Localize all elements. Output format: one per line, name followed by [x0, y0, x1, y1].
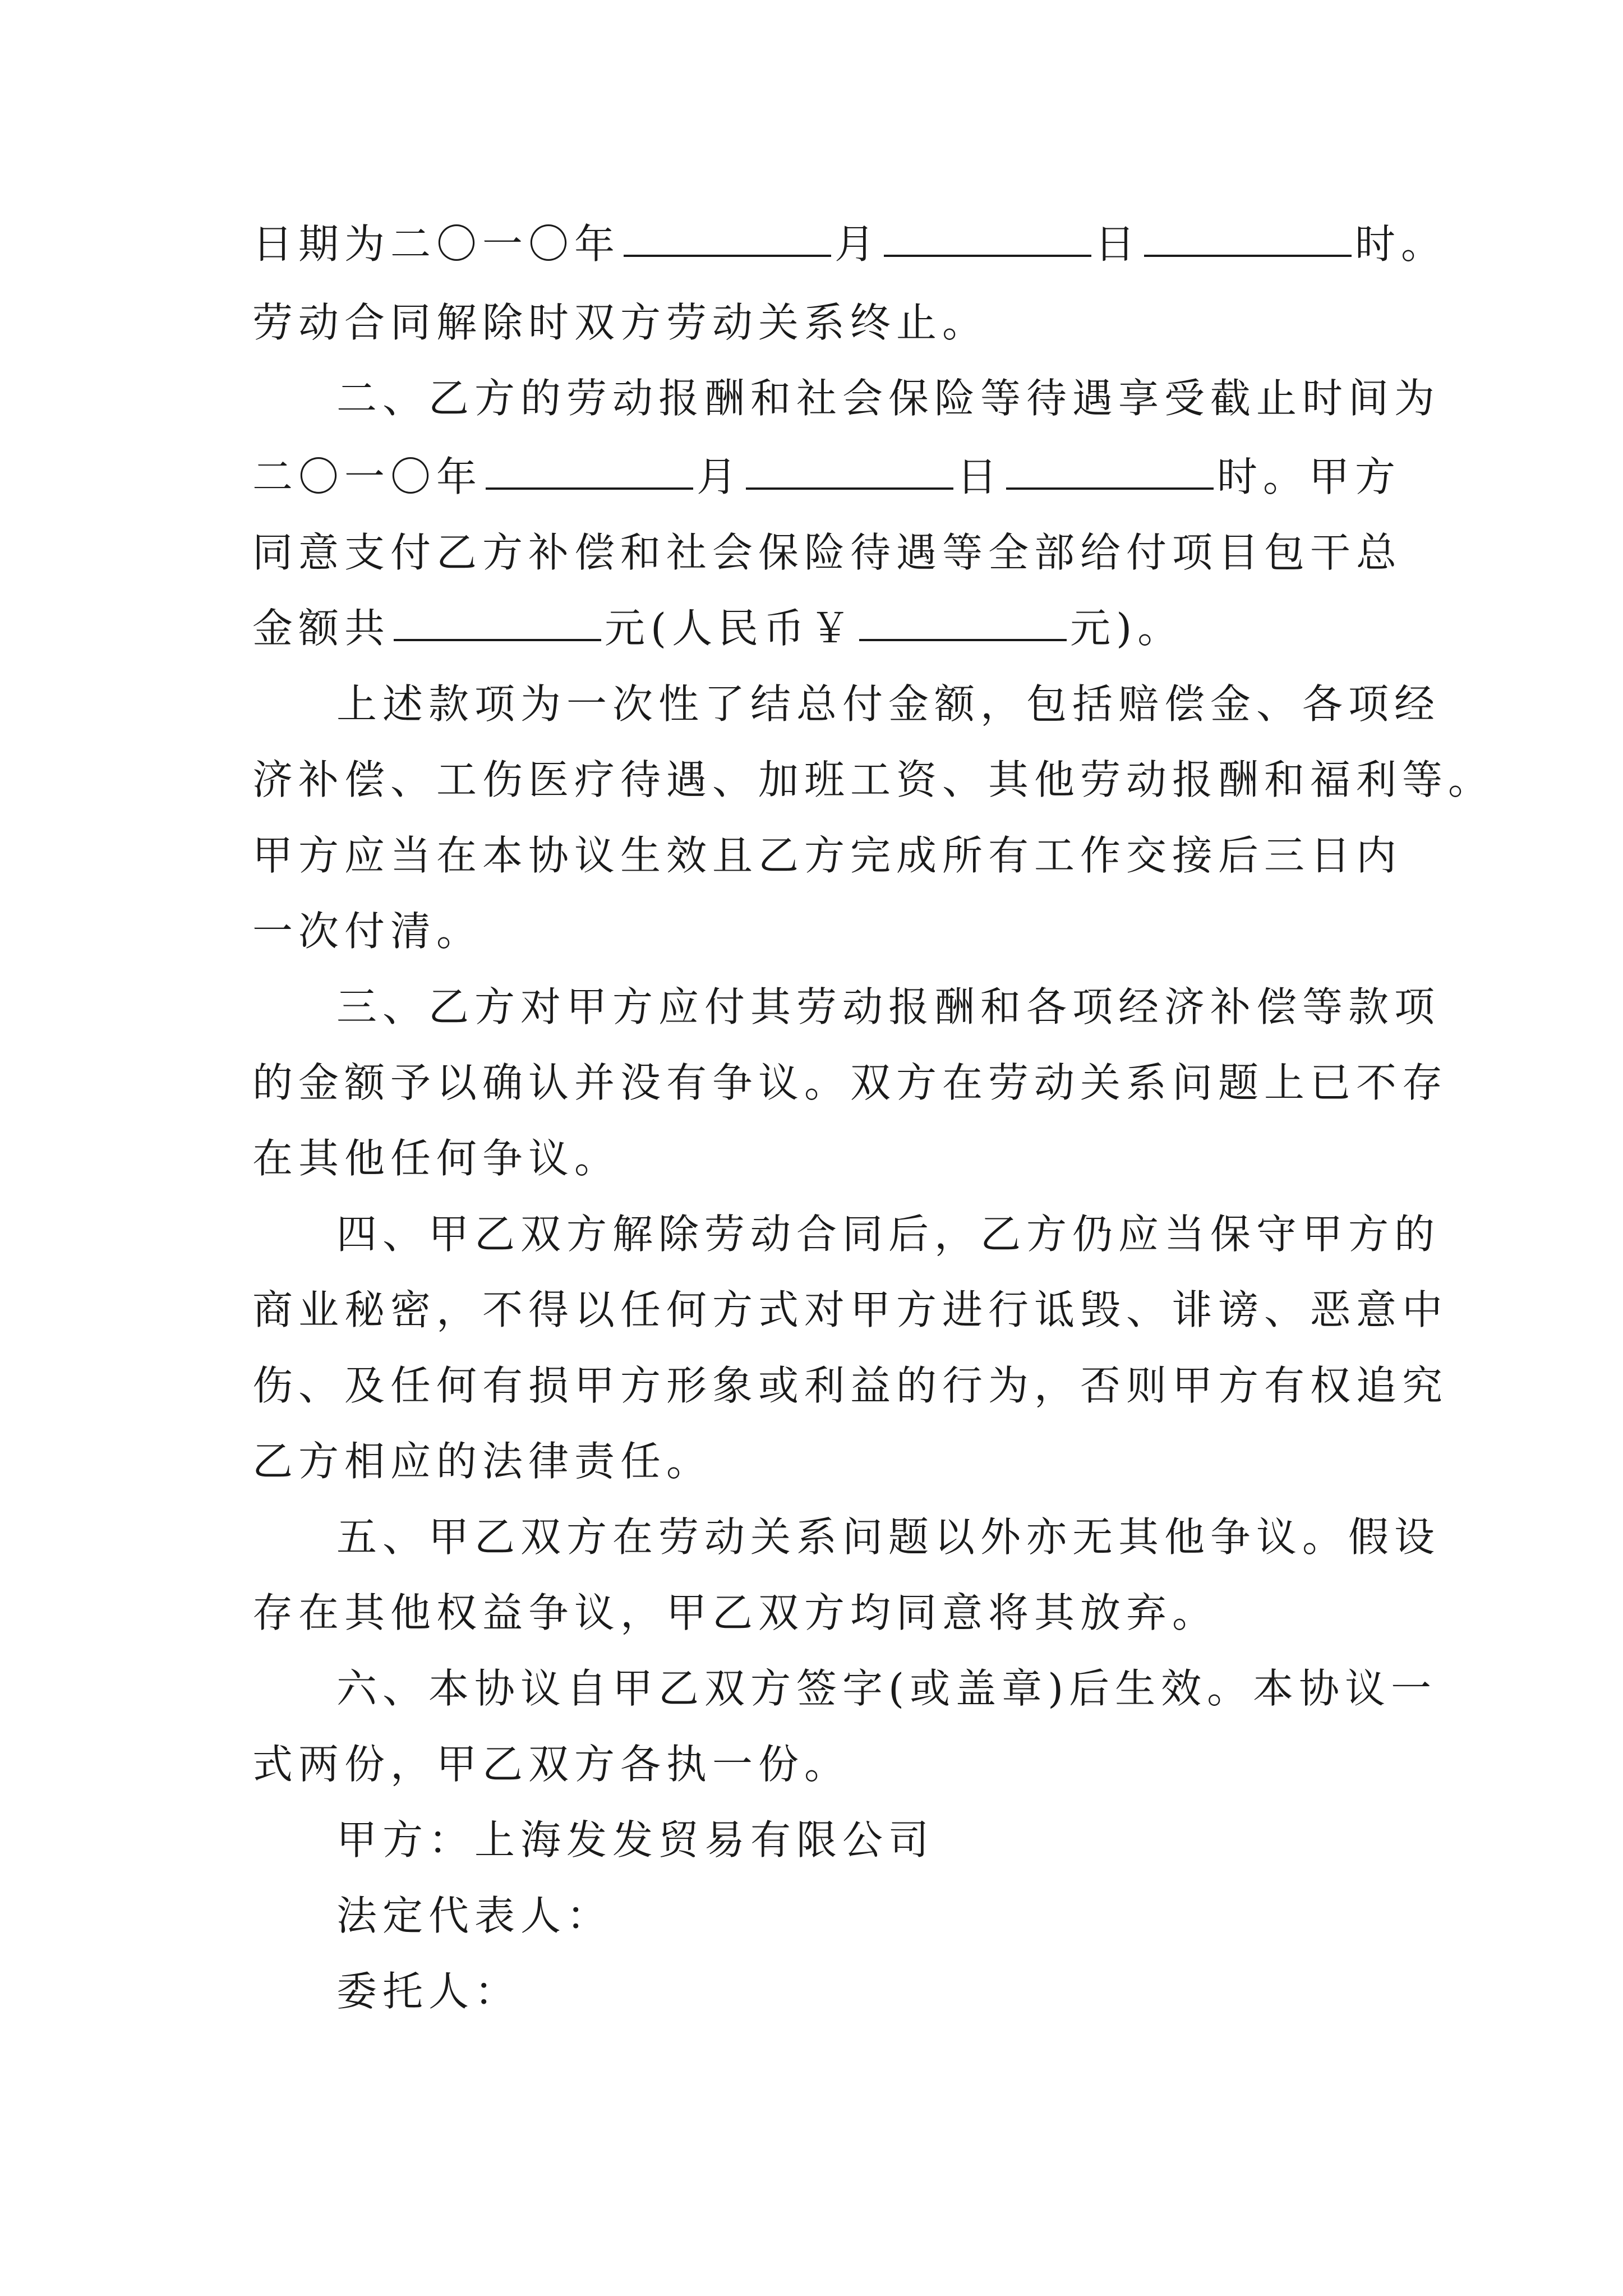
day-blank[interactable] [884, 255, 1091, 257]
termination-date-line [252, 216, 1447, 272]
hour-blank[interactable] [1144, 255, 1352, 257]
clause-four-line-3: 伤、及任何有损甲方形象或利益的行为，否则甲方有权追究 [252, 1362, 1449, 1409]
clause-two-hour-blank[interactable] [1006, 487, 1214, 490]
clause-three-line-3: 在其他任何争议。 [252, 1135, 621, 1182]
party-a-signature: 甲方：上海发发贸易有限公司 [336, 1816, 935, 1864]
clause-four-line-2: 商业秘密，不得以任何方式对甲方进行诋毁、诽谤、恶意中 [252, 1286, 1449, 1333]
amount-prefix-text: 金额共 [252, 605, 391, 652]
date-prefix-text: 日期为二〇一〇年 [252, 220, 621, 268]
month-text: 月 [834, 220, 881, 268]
payment-line-3: 甲方应当在本协议生效且乙方完成所有工作交接后三日内 [252, 832, 1403, 879]
clause-two-date-line [252, 449, 1401, 505]
payment-line-4: 一次付清。 [252, 908, 483, 955]
clause-five-line-2: 存在其他权益争议，甲乙双方均同意将其放弃。 [252, 1589, 1219, 1636]
agent-label: 委托人： [336, 1968, 521, 2015]
clause-four-line-4: 乙方相应的法律责任。 [252, 1438, 713, 1485]
clause-two-line-3: 同意支付乙方补偿和社会保险待遇等全部给付项目包干总 [252, 529, 1403, 576]
termination-sentence: 劳动合同解除时双方劳动关系终止。 [252, 299, 989, 346]
clause-two-day-blank[interactable] [746, 487, 953, 490]
payment-line-2: 济补偿、工伤医疗待遇、加班工资、其他劳动报酬和福利等。 [252, 756, 1495, 803]
clause-two-amount-line [252, 600, 1183, 656]
month-blank[interactable] [624, 255, 831, 257]
clause-two-line-1: 二、乙方的劳动报酬和社会保险等待遇享受截止时间为 [336, 375, 1441, 422]
clause-three-line-2: 的金额予以确认并没有争议。双方在劳动关系问题上已不存 [252, 1059, 1449, 1106]
clause-six-line-1: 六、本协议自甲乙双方签字(或盖章)后生效。本协议一 [336, 1665, 1437, 1712]
legal-representative-label: 法定代表人： [336, 1892, 613, 1939]
clause-two-hour-tail: 时。甲方 [1217, 453, 1401, 500]
amount-tail-text: 元)。 [1070, 605, 1184, 652]
clause-two-month-blank[interactable] [486, 487, 693, 490]
clause-five-line-1: 五、甲乙双方在劳动关系问题以外亦无其他争议。假设 [336, 1513, 1441, 1561]
amount-mid-text: 元(人民币￥ [605, 605, 856, 652]
day-text: 日 [1095, 220, 1141, 268]
payment-line-1: 上述款项为一次性了结总付金额，包括赔偿金、各项经 [336, 680, 1441, 728]
amount-blank[interactable] [394, 639, 601, 641]
rmb-amount-blank[interactable] [859, 639, 1067, 641]
clause-two-day-text: 日 [957, 453, 1003, 500]
clause-six-line-2: 式两份，甲乙双方各执一份。 [252, 1741, 851, 1788]
clause-two-month-text: 月 [697, 453, 743, 500]
hour-text: 时。 [1355, 220, 1447, 268]
clause-two-date-prefix: 二〇一〇年 [252, 453, 483, 500]
clause-four-line-1: 四、甲乙双方解除劳动合同后，乙方仍应当保守甲方的 [336, 1211, 1441, 1258]
clause-three-line-1: 三、乙方对甲方应付其劳动报酬和各项经济补偿等款项 [336, 983, 1441, 1030]
